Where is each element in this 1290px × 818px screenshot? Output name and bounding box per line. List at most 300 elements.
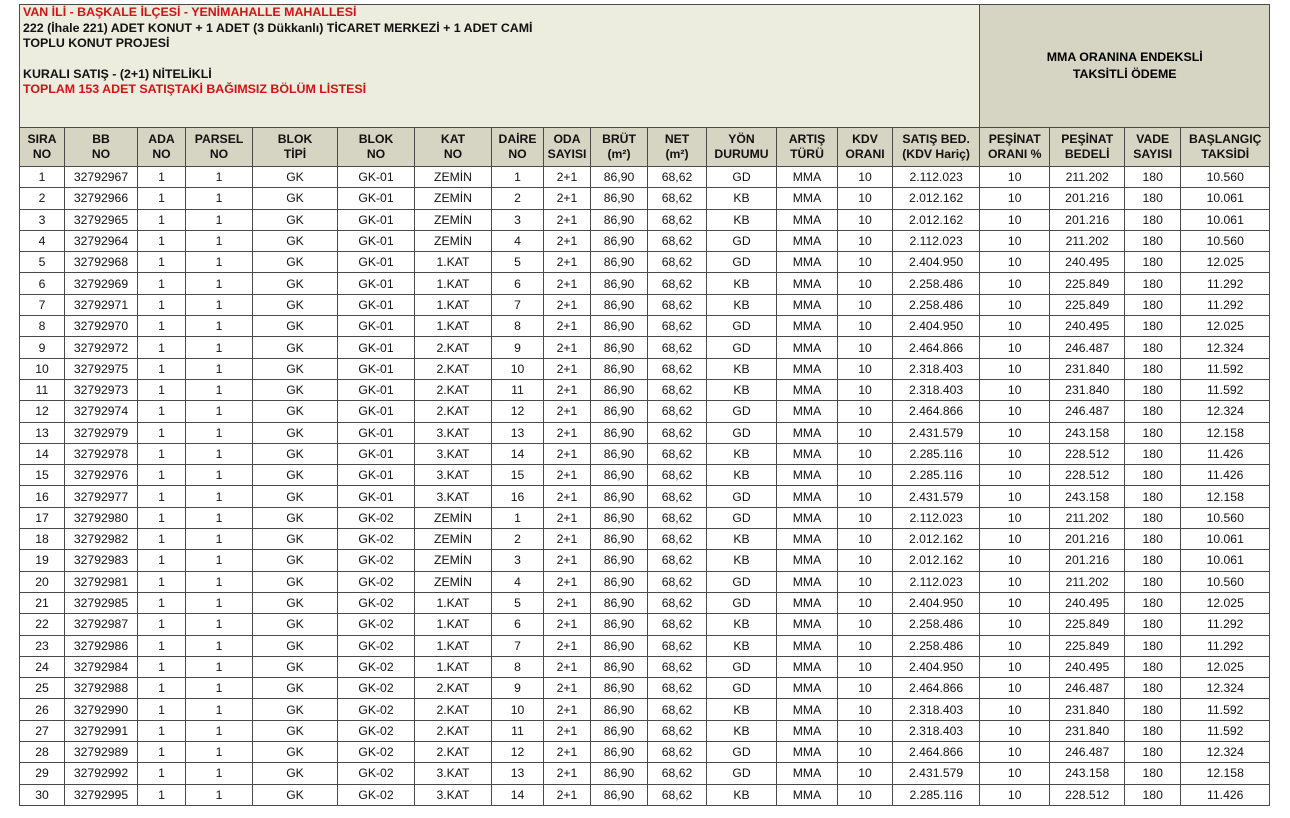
table-cell: 12.324 bbox=[1181, 678, 1270, 699]
table-cell: GK-01 bbox=[338, 273, 415, 294]
table-cell: 1 bbox=[138, 529, 186, 550]
table-cell: 2+1 bbox=[544, 209, 591, 230]
column-header-line: TAKSİDİ bbox=[1201, 147, 1250, 161]
table-cell: 231.840 bbox=[1050, 720, 1125, 741]
table-cell: 1 bbox=[186, 273, 253, 294]
table-cell: 32792989 bbox=[65, 742, 138, 763]
column-header bbox=[138, 128, 186, 167]
table-cell: GK bbox=[253, 486, 338, 507]
table-cell: 68,62 bbox=[648, 167, 707, 188]
table-row bbox=[20, 230, 1270, 251]
table-row bbox=[20, 316, 1270, 337]
table-cell: 3 bbox=[20, 209, 65, 230]
table-cell: 10 bbox=[980, 252, 1050, 273]
table-cell: 180 bbox=[1125, 614, 1181, 635]
table-cell: 10 bbox=[838, 230, 893, 251]
column-header-line: (m²) bbox=[665, 147, 689, 161]
column-header-line: NO bbox=[209, 147, 229, 161]
table-cell: GK-02 bbox=[338, 763, 415, 784]
table-cell: KB bbox=[707, 188, 777, 209]
table-row bbox=[20, 273, 1270, 294]
table-cell: MMA bbox=[777, 678, 838, 699]
table-cell: 1 bbox=[138, 273, 186, 294]
table-cell: 2.112.023 bbox=[893, 571, 980, 592]
table-cell: GK bbox=[253, 784, 338, 805]
table-cell: 240.495 bbox=[1050, 252, 1125, 273]
table-cell: 1 bbox=[138, 784, 186, 805]
table-cell: 17 bbox=[20, 507, 65, 528]
table-cell: 11.292 bbox=[1181, 635, 1270, 656]
table-cell: 2.KAT bbox=[415, 401, 492, 422]
table-cell: 32792970 bbox=[65, 316, 138, 337]
table-cell: 10 bbox=[980, 656, 1050, 677]
table-cell: GD bbox=[707, 592, 777, 613]
table-cell: 2 bbox=[20, 188, 65, 209]
table-cell: 201.216 bbox=[1050, 550, 1125, 571]
table-cell: GD bbox=[707, 763, 777, 784]
table-cell: 1 bbox=[138, 656, 186, 677]
table-cell: 10 bbox=[838, 465, 893, 486]
table-cell: 1 bbox=[138, 550, 186, 571]
table-cell: 32792985 bbox=[65, 592, 138, 613]
table-cell: 180 bbox=[1125, 273, 1181, 294]
table-cell: GK-02 bbox=[338, 656, 415, 677]
table-cell: 14 bbox=[20, 443, 65, 464]
table-cell: GK-02 bbox=[338, 507, 415, 528]
table-cell: ZEMİN bbox=[415, 550, 492, 571]
table-cell: 2+1 bbox=[544, 720, 591, 741]
table-cell: 1 bbox=[186, 316, 253, 337]
table-cell: MMA bbox=[777, 720, 838, 741]
table-cell: 32792968 bbox=[65, 252, 138, 273]
table-cell: 86,90 bbox=[591, 486, 648, 507]
table-cell: 86,90 bbox=[591, 635, 648, 656]
table-cell: 180 bbox=[1125, 443, 1181, 464]
table-cell: KB bbox=[707, 720, 777, 741]
table-cell: 246.487 bbox=[1050, 337, 1125, 358]
table-cell: 20 bbox=[20, 571, 65, 592]
table-row bbox=[20, 209, 1270, 230]
column-header bbox=[838, 128, 893, 167]
table-cell: 180 bbox=[1125, 337, 1181, 358]
table-cell: 11.426 bbox=[1181, 784, 1270, 805]
table-cell: 225.849 bbox=[1050, 273, 1125, 294]
table-cell: 1 bbox=[138, 635, 186, 656]
table-cell: 3.KAT bbox=[415, 763, 492, 784]
table-cell: 240.495 bbox=[1050, 316, 1125, 337]
table-cell: 24 bbox=[20, 656, 65, 677]
table-cell: 2+1 bbox=[544, 571, 591, 592]
table-cell: 180 bbox=[1125, 742, 1181, 763]
table-cell: 10 bbox=[838, 507, 893, 528]
table-cell: 1 bbox=[186, 592, 253, 613]
table-cell: 10 bbox=[980, 550, 1050, 571]
table-cell: 68,62 bbox=[648, 720, 707, 741]
sale-type: KURALI SATIŞ - (2+1) NİTELİKLİ bbox=[23, 66, 212, 81]
table-cell: 2+1 bbox=[544, 635, 591, 656]
table-row bbox=[20, 635, 1270, 656]
table-cell: 86,90 bbox=[591, 507, 648, 528]
table-cell: 86,90 bbox=[591, 550, 648, 571]
table-cell: 12 bbox=[492, 742, 544, 763]
table-cell: 86,90 bbox=[591, 571, 648, 592]
table-cell: 86,90 bbox=[591, 763, 648, 784]
table-cell: 10 bbox=[838, 656, 893, 677]
table-cell: 1 bbox=[186, 529, 253, 550]
table-cell: 225.849 bbox=[1050, 635, 1125, 656]
table-cell: 86,90 bbox=[591, 529, 648, 550]
table-cell: 68,62 bbox=[648, 507, 707, 528]
table-cell: ZEMİN bbox=[415, 529, 492, 550]
table-cell: 6 bbox=[492, 614, 544, 635]
table-cell: 2.431.579 bbox=[893, 486, 980, 507]
table-cell: 246.487 bbox=[1050, 401, 1125, 422]
table-cell: 68,62 bbox=[648, 571, 707, 592]
column-header-line: NO bbox=[152, 147, 171, 161]
table-cell: GK bbox=[253, 507, 338, 528]
table-cell: 68,62 bbox=[648, 294, 707, 315]
table-cell: GK-02 bbox=[338, 550, 415, 571]
column-header-line: ORANI % bbox=[987, 147, 1042, 161]
column-header-line: TİPİ bbox=[283, 147, 307, 161]
table-cell: 1 bbox=[138, 230, 186, 251]
table-cell: KB bbox=[707, 614, 777, 635]
table-cell: GK bbox=[253, 273, 338, 294]
table-cell: 2+1 bbox=[544, 550, 591, 571]
column-header bbox=[492, 128, 544, 167]
column-header-line: KDV bbox=[852, 132, 878, 146]
table-cell: 12.025 bbox=[1181, 656, 1270, 677]
table-cell: 32792979 bbox=[65, 422, 138, 443]
table-cell: 1 bbox=[138, 294, 186, 315]
table-cell: 12.025 bbox=[1181, 316, 1270, 337]
column-header-line: NO bbox=[443, 147, 463, 161]
table-cell: 86,90 bbox=[591, 443, 648, 464]
table-cell: GK-01 bbox=[338, 422, 415, 443]
table-cell: 11.592 bbox=[1181, 699, 1270, 720]
table-cell: 12.025 bbox=[1181, 252, 1270, 273]
table-cell: 10.061 bbox=[1181, 550, 1270, 571]
table-cell: MMA bbox=[777, 358, 838, 379]
table-cell: ZEMİN bbox=[415, 571, 492, 592]
table-cell: 10 bbox=[980, 763, 1050, 784]
table-cell: 180 bbox=[1125, 592, 1181, 613]
table-cell: 180 bbox=[1125, 379, 1181, 400]
table-cell: 1.KAT bbox=[415, 614, 492, 635]
table-cell: KB bbox=[707, 529, 777, 550]
column-header bbox=[1050, 128, 1125, 167]
table-cell: 2+1 bbox=[544, 614, 591, 635]
column-header-line: TÜRÜ bbox=[790, 147, 824, 161]
table-cell: 1 bbox=[186, 252, 253, 273]
table-cell: MMA bbox=[777, 252, 838, 273]
table-cell: 10 bbox=[980, 720, 1050, 741]
table-cell: 2+1 bbox=[544, 678, 591, 699]
column-header bbox=[253, 128, 338, 167]
table-cell: 2.464.866 bbox=[893, 401, 980, 422]
table-cell: 10 bbox=[838, 699, 893, 720]
table-cell: 32792974 bbox=[65, 401, 138, 422]
table-cell: 10 bbox=[838, 209, 893, 230]
table-cell: 11.292 bbox=[1181, 614, 1270, 635]
table-cell: 180 bbox=[1125, 358, 1181, 379]
table-cell: 32792972 bbox=[65, 337, 138, 358]
table-cell: 231.840 bbox=[1050, 379, 1125, 400]
table-cell: 32792992 bbox=[65, 763, 138, 784]
table-cell: 3 bbox=[492, 550, 544, 571]
table-cell: GD bbox=[707, 656, 777, 677]
table-cell: 10 bbox=[980, 571, 1050, 592]
table-cell: 28 bbox=[20, 742, 65, 763]
table-cell: 86,90 bbox=[591, 337, 648, 358]
table-cell: 2.KAT bbox=[415, 699, 492, 720]
table-cell: 3.KAT bbox=[415, 443, 492, 464]
table-cell: 11.592 bbox=[1181, 379, 1270, 400]
table-cell: 32792982 bbox=[65, 529, 138, 550]
column-header-line: (m²) bbox=[607, 147, 631, 161]
table-cell: 19 bbox=[20, 550, 65, 571]
column-header-line: DAİRE bbox=[498, 132, 537, 146]
table-cell: 1 bbox=[138, 720, 186, 741]
table-cell: 180 bbox=[1125, 230, 1181, 251]
table-cell: 9 bbox=[20, 337, 65, 358]
table-cell: 32792990 bbox=[65, 699, 138, 720]
table-cell: 2+1 bbox=[544, 784, 591, 805]
table-cell: 68,62 bbox=[648, 422, 707, 443]
table-cell: 10 bbox=[838, 635, 893, 656]
table-cell: 2.012.162 bbox=[893, 550, 980, 571]
table-cell: 11.426 bbox=[1181, 465, 1270, 486]
table-cell: GK-02 bbox=[338, 784, 415, 805]
table-cell: KB bbox=[707, 465, 777, 486]
table-cell: GK-02 bbox=[338, 742, 415, 763]
table-cell: 1 bbox=[138, 678, 186, 699]
table-cell: 23 bbox=[20, 635, 65, 656]
column-header-line: SAYISI bbox=[547, 147, 587, 161]
table-cell: 10 bbox=[980, 465, 1050, 486]
table-cell: 1 bbox=[138, 443, 186, 464]
table-cell: GK-02 bbox=[338, 614, 415, 635]
table-cell: 10 bbox=[838, 358, 893, 379]
column-header-line: ODA bbox=[553, 132, 581, 146]
table-cell: 86,90 bbox=[591, 742, 648, 763]
column-header-line: (KDV Hariç) bbox=[902, 147, 970, 161]
table-cell: GK bbox=[253, 635, 338, 656]
table-cell: 68,62 bbox=[648, 316, 707, 337]
table-cell: 12.158 bbox=[1181, 486, 1270, 507]
column-header-line: SIRA bbox=[27, 132, 57, 146]
column-header bbox=[544, 128, 591, 167]
column-header bbox=[65, 128, 138, 167]
table-cell: 10 bbox=[838, 167, 893, 188]
table-cell: KB bbox=[707, 699, 777, 720]
table-cell: 4 bbox=[20, 230, 65, 251]
table-cell: 2+1 bbox=[544, 316, 591, 337]
table-cell: 10 bbox=[838, 294, 893, 315]
table-cell: 2.258.486 bbox=[893, 635, 980, 656]
table-cell: 2.431.579 bbox=[893, 763, 980, 784]
table-cell: 2+1 bbox=[544, 699, 591, 720]
table-cell: 32792966 bbox=[65, 188, 138, 209]
table-cell: 10 bbox=[980, 784, 1050, 805]
table-cell: 180 bbox=[1125, 188, 1181, 209]
table-cell: 10 bbox=[838, 720, 893, 741]
table-cell: 10 bbox=[838, 379, 893, 400]
table-cell: 228.512 bbox=[1050, 465, 1125, 486]
table-cell: 1.KAT bbox=[415, 273, 492, 294]
table-cell: 10 bbox=[980, 529, 1050, 550]
table-cell: GK-01 bbox=[338, 252, 415, 273]
table-cell: 1 bbox=[138, 614, 186, 635]
column-header-line: NET bbox=[664, 132, 690, 146]
table-cell: 10 bbox=[980, 742, 1050, 763]
table-cell: GD bbox=[707, 507, 777, 528]
table-cell: 86,90 bbox=[591, 294, 648, 315]
table-cell: 8 bbox=[20, 316, 65, 337]
column-header-line: SATIŞ BED. bbox=[902, 132, 970, 146]
table-cell: 32792987 bbox=[65, 614, 138, 635]
table-cell: GK bbox=[253, 209, 338, 230]
table-cell: 2+1 bbox=[544, 592, 591, 613]
table-cell: 1 bbox=[186, 188, 253, 209]
column-header bbox=[893, 128, 980, 167]
table-cell: 32792975 bbox=[65, 358, 138, 379]
table-cell: GD bbox=[707, 230, 777, 251]
table-cell: 180 bbox=[1125, 699, 1181, 720]
table-row bbox=[20, 188, 1270, 209]
table-cell: 2.KAT bbox=[415, 379, 492, 400]
table-cell: 180 bbox=[1125, 763, 1181, 784]
column-header-line: BLOK bbox=[277, 132, 313, 146]
column-header-line: ARTIŞ bbox=[788, 132, 826, 146]
table-cell: 86,90 bbox=[591, 273, 648, 294]
table-cell: 180 bbox=[1125, 465, 1181, 486]
table-cell: 12 bbox=[492, 401, 544, 422]
table-cell: 1 bbox=[186, 784, 253, 805]
table-row bbox=[20, 252, 1270, 273]
table-row bbox=[20, 571, 1270, 592]
column-header-line: NO bbox=[91, 147, 111, 161]
table-cell: 2.KAT bbox=[415, 678, 492, 699]
table-row bbox=[20, 486, 1270, 507]
table-cell: 3 bbox=[492, 209, 544, 230]
table-row bbox=[20, 763, 1270, 784]
table-cell: GK-01 bbox=[338, 486, 415, 507]
table-cell: GK-01 bbox=[338, 209, 415, 230]
column-header-row bbox=[20, 128, 1270, 167]
table-cell: GD bbox=[707, 252, 777, 273]
table-cell: 2.318.403 bbox=[893, 720, 980, 741]
table-cell: 16 bbox=[20, 486, 65, 507]
table-cell: 11.592 bbox=[1181, 720, 1270, 741]
table-cell: MMA bbox=[777, 635, 838, 656]
table-cell: 1 bbox=[138, 507, 186, 528]
table-cell: GK bbox=[253, 678, 338, 699]
table-cell: 10 bbox=[980, 678, 1050, 699]
column-header bbox=[415, 128, 492, 167]
table-cell: GK bbox=[253, 720, 338, 741]
table-cell: 68,62 bbox=[648, 252, 707, 273]
table-cell: GK-01 bbox=[338, 443, 415, 464]
table-cell: 26 bbox=[20, 699, 65, 720]
table-cell: 32792967 bbox=[65, 167, 138, 188]
table-cell: 8 bbox=[492, 656, 544, 677]
table-cell: 9 bbox=[492, 337, 544, 358]
table-cell: GK-02 bbox=[338, 635, 415, 656]
table-cell: 68,62 bbox=[648, 358, 707, 379]
table-cell: 228.512 bbox=[1050, 443, 1125, 464]
column-header-line: BAŞLANGIÇ bbox=[1188, 132, 1262, 146]
table-cell: 32792991 bbox=[65, 720, 138, 741]
table-cell: GK bbox=[253, 316, 338, 337]
table-cell: KB bbox=[707, 273, 777, 294]
table-cell: MMA bbox=[777, 784, 838, 805]
table-cell: 86,90 bbox=[591, 252, 648, 273]
table-cell: 1 bbox=[138, 316, 186, 337]
table-cell: KB bbox=[707, 358, 777, 379]
table-cell: 10 bbox=[980, 209, 1050, 230]
table-cell: 10 bbox=[838, 614, 893, 635]
table-cell: 10 bbox=[980, 358, 1050, 379]
table-cell: 211.202 bbox=[1050, 571, 1125, 592]
table-cell: ZEMİN bbox=[415, 167, 492, 188]
column-header bbox=[648, 128, 707, 167]
table-cell: 68,62 bbox=[648, 209, 707, 230]
table-cell: GK bbox=[253, 337, 338, 358]
table-cell: MMA bbox=[777, 550, 838, 571]
table-cell: 68,62 bbox=[648, 465, 707, 486]
table-cell: 7 bbox=[492, 294, 544, 315]
table-cell: 10.560 bbox=[1181, 230, 1270, 251]
table-cell: 10 bbox=[980, 273, 1050, 294]
table-cell: 68,62 bbox=[648, 188, 707, 209]
table-cell: 180 bbox=[1125, 167, 1181, 188]
payment-plan-line2: TAKSİTLİ ÖDEME bbox=[1072, 67, 1177, 81]
table-cell: 10 bbox=[838, 550, 893, 571]
table-cell: 3.KAT bbox=[415, 422, 492, 443]
table-cell: 25 bbox=[20, 678, 65, 699]
table-cell: 2.012.162 bbox=[893, 188, 980, 209]
table-cell: 86,90 bbox=[591, 379, 648, 400]
table-cell: 2+1 bbox=[544, 252, 591, 273]
table-cell: 10 bbox=[838, 486, 893, 507]
table-cell: 14 bbox=[492, 784, 544, 805]
table-cell: 18 bbox=[20, 529, 65, 550]
table-cell: 246.487 bbox=[1050, 742, 1125, 763]
table-cell: 1.KAT bbox=[415, 635, 492, 656]
table-cell: 32792964 bbox=[65, 230, 138, 251]
table-cell: GD bbox=[707, 422, 777, 443]
table-cell: GK bbox=[253, 742, 338, 763]
table-cell: 211.202 bbox=[1050, 230, 1125, 251]
table-cell: 3.KAT bbox=[415, 465, 492, 486]
table-cell: GK bbox=[253, 529, 338, 550]
table-cell: 2.112.023 bbox=[893, 507, 980, 528]
table-cell: GK bbox=[253, 443, 338, 464]
table-cell: 2.KAT bbox=[415, 742, 492, 763]
table-cell: 11 bbox=[20, 379, 65, 400]
table-row bbox=[20, 337, 1270, 358]
table-cell: 32792984 bbox=[65, 656, 138, 677]
table-row bbox=[20, 529, 1270, 550]
table-row bbox=[20, 401, 1270, 422]
table-cell: 3.KAT bbox=[415, 486, 492, 507]
table-row bbox=[20, 720, 1270, 741]
table-cell: MMA bbox=[777, 486, 838, 507]
table-cell: 68,62 bbox=[648, 592, 707, 613]
table-cell: 2+1 bbox=[544, 273, 591, 294]
table-cell: 86,90 bbox=[591, 614, 648, 635]
